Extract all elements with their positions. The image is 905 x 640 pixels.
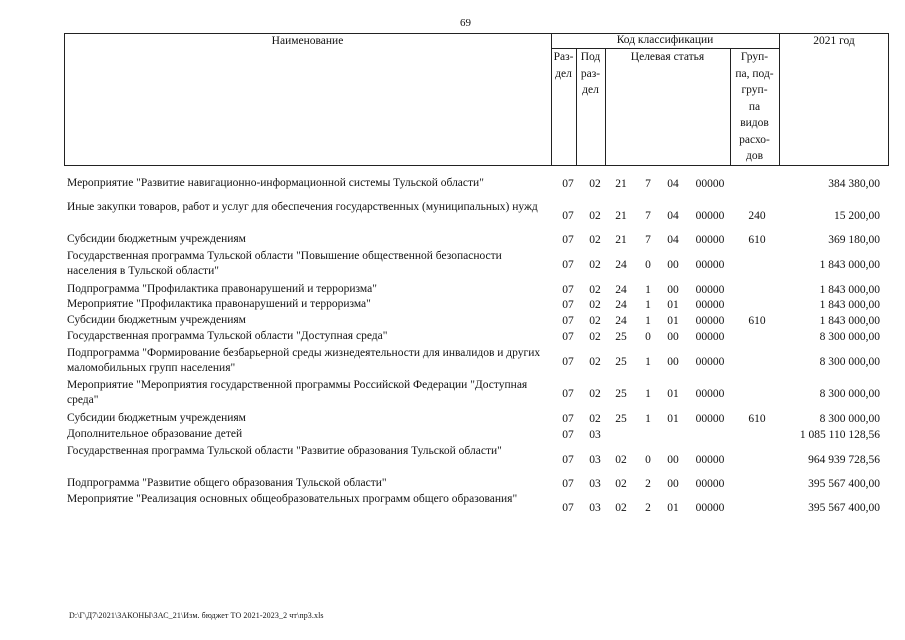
razdel-cell: 07 (562, 330, 574, 343)
expense-header-line: расхо- (739, 133, 770, 146)
table-row (0, 444, 905, 476)
razdel-cell: 07 (562, 233, 574, 246)
event-code-cell: 00 (667, 330, 679, 343)
amount-cell: 1 843 000,00 (819, 298, 880, 311)
amount-cell: 15 200,00 (834, 209, 880, 222)
razdel-cell: 07 (562, 283, 574, 296)
expense-header-line: Груп- (740, 51, 769, 63)
podrazdel-header (576, 49, 605, 99)
subprogram-code-cell: 1 (645, 283, 651, 296)
razdel-header-line: дел (555, 67, 572, 80)
program-code-cell: 24 (615, 258, 627, 271)
direction-code-cell: 00000 (695, 355, 725, 368)
razdel-cell: 07 (562, 428, 574, 441)
table-row (0, 297, 905, 313)
amount-cell: 1 843 000,00 (819, 314, 880, 327)
direction-code-cell: 00000 (695, 412, 725, 425)
podrazdel-header-line: Под (580, 51, 601, 63)
table-row (0, 476, 905, 492)
podrazdel-cell: 03 (589, 501, 601, 514)
row-name: Дополнительное образование детей (67, 428, 243, 440)
razdel-cell: 07 (562, 258, 574, 271)
year-column-header: 2021 год (813, 35, 855, 47)
row-name: Мероприятие "Реализация основных общеобразовательных программ общего образования" (67, 493, 518, 505)
event-code-cell: 00 (667, 453, 679, 466)
table-row (0, 346, 905, 378)
table-row (0, 200, 905, 232)
subprogram-code-cell: 1 (645, 387, 651, 400)
row-name: Подпрограмма "Развитие общего образования Тульской области" (67, 477, 387, 489)
program-code-cell: 24 (615, 314, 627, 327)
event-code-cell: 01 (667, 501, 679, 514)
event-code-cell: 04 (667, 233, 679, 246)
event-code-cell: 01 (667, 314, 679, 327)
podrazdel-cell: 03 (589, 453, 601, 466)
razdel-cell: 07 (562, 314, 574, 327)
amount-cell: 8 300 000,00 (819, 412, 880, 425)
program-code-cell: 24 (615, 298, 627, 311)
razdel-cell: 07 (562, 453, 574, 466)
event-code-cell: 01 (667, 387, 679, 400)
podrazdel-header-line: дел (582, 84, 599, 96)
amount-cell: 1 843 000,00 (819, 258, 880, 271)
row-name: Субсидии бюджетным учреждениям (67, 314, 246, 326)
amount-cell: 395 567 400,00 (808, 477, 880, 490)
program-code-cell: 25 (615, 387, 627, 400)
page-number: 69 (460, 17, 471, 29)
row-name: Мероприятие "Мероприятия государственной программы Российской Федерации "Доступная среда" (67, 379, 528, 406)
table-row (0, 329, 905, 345)
table-header (64, 33, 889, 166)
program-code-cell: 25 (615, 355, 627, 368)
razdel-header-line: Раз- (553, 51, 574, 63)
event-code-cell: 01 (667, 298, 679, 311)
event-code-cell: 04 (667, 177, 679, 190)
razdel-cell: 07 (562, 387, 574, 400)
program-code-cell: 02 (615, 501, 627, 514)
program-code-cell: 25 (615, 330, 627, 343)
subprogram-code-cell: 7 (645, 209, 651, 222)
table-row (0, 176, 905, 192)
row-name: Государственная программа Тульской области "Доступная среда" (67, 330, 388, 342)
podrazdel-cell: 02 (589, 314, 601, 327)
razdel-cell: 07 (562, 412, 574, 425)
direction-code-cell: 00000 (695, 298, 725, 311)
row-name: Мероприятие "Профилактика правонарушений и терроризма" (67, 298, 371, 310)
expense-type-cell: 610 (748, 233, 766, 246)
amount-cell: 1 843 000,00 (819, 283, 880, 296)
table-row (0, 282, 905, 298)
table-row (0, 492, 905, 524)
expense-type-cell: 240 (748, 209, 766, 222)
event-code-cell: 00 (667, 283, 679, 296)
row-name: Подпрограмма "Профилактика правонарушений и терроризма" (67, 283, 377, 295)
amount-cell: 369 180,00 (828, 233, 880, 246)
direction-code-cell: 00000 (695, 314, 725, 327)
direction-code-cell: 00000 (695, 501, 725, 514)
event-code-cell: 00 (667, 477, 679, 490)
razdel-cell: 07 (562, 209, 574, 222)
amount-cell: 395 567 400,00 (808, 501, 880, 514)
subprogram-code-cell: 0 (645, 330, 651, 343)
razdel-cell: 07 (562, 298, 574, 311)
expense-type-cell: 610 (748, 412, 766, 425)
table-row (0, 249, 905, 281)
event-code-cell: 01 (667, 412, 679, 425)
direction-code-cell: 00000 (695, 477, 725, 490)
podrazdel-cell: 02 (589, 209, 601, 222)
subprogram-code-cell: 0 (645, 453, 651, 466)
row-name: Мероприятие "Развитие навигационно-информационной системы Тульской области" (67, 177, 484, 189)
row-name: Субсидии бюджетным учреждениям (67, 233, 246, 245)
program-code-cell: 21 (615, 177, 627, 190)
amount-cell: 384 380,00 (828, 177, 880, 190)
podrazdel-cell: 02 (589, 330, 601, 343)
expense-header-line: дов (745, 150, 764, 162)
table-row (0, 313, 905, 329)
subprogram-code-cell: 1 (645, 355, 651, 368)
row-name: Иные закупки товаров, работ и услуг для обеспечения государственных (муниципальных) нужд (67, 201, 538, 213)
table-row (0, 378, 905, 410)
direction-code-cell: 00000 (695, 233, 725, 246)
podrazdel-cell: 03 (589, 428, 601, 441)
direction-code-cell: 00000 (695, 177, 725, 190)
table-row (0, 411, 905, 427)
program-code-cell: 25 (615, 412, 627, 425)
subprogram-code-cell: 1 (645, 314, 651, 327)
event-code-cell: 00 (667, 258, 679, 271)
subprogram-code-cell: 1 (645, 298, 651, 311)
podrazdel-cell: 02 (589, 412, 601, 425)
direction-code-cell: 00000 (695, 453, 725, 466)
file-path-footer: D:\Г\Д7\2021\ЗАКОНЫ\ЗАС_21\Изм. бюджет ТО 2021-2023_2 чт\пр3.xls (69, 611, 324, 620)
podrazdel-cell: 02 (589, 298, 601, 311)
program-code-cell: 24 (615, 283, 627, 296)
subprogram-code-cell: 2 (645, 477, 651, 490)
expense-header-line: па, под- (735, 67, 774, 80)
subprogram-code-cell: 2 (645, 501, 651, 514)
razdel-cell: 07 (562, 177, 574, 190)
amount-cell: 8 300 000,00 (819, 330, 880, 343)
program-code-cell: 21 (615, 209, 627, 222)
row-name: Государственная программа Тульской области "Развитие образования Тульской области" (67, 445, 502, 457)
expense-header-line: видов (740, 117, 769, 129)
direction-code-cell: 00000 (695, 387, 725, 400)
amount-cell: 964 939 728,56 (808, 453, 880, 466)
direction-code-cell: 00000 (695, 209, 725, 222)
direction-code-cell: 00000 (695, 330, 725, 343)
program-code-cell: 02 (615, 453, 627, 466)
amount-cell: 1 085 110 128,56 (799, 428, 880, 441)
name-column-header: Наименование (271, 35, 344, 47)
row-name: Подпрограмма "Формирование безбарьерной среды жизнедеятельности для инвалидов и других маломобильных групп населения" (67, 347, 541, 374)
podrazdel-cell: 02 (589, 283, 601, 296)
expense-type-header (730, 49, 779, 165)
code-group-header: Код классификации (616, 34, 714, 46)
target-article-header: Целевая статья (630, 51, 705, 63)
direction-code-cell: 00000 (695, 258, 725, 271)
podrazdel-cell: 02 (589, 177, 601, 190)
razdel-cell: 07 (562, 501, 574, 514)
program-code-cell: 02 (615, 477, 627, 490)
direction-code-cell: 00000 (695, 283, 725, 296)
podrazdel-header-line: раз- (580, 67, 601, 80)
subprogram-code-cell: 7 (645, 177, 651, 190)
row-name: Субсидии бюджетным учреждениям (67, 412, 246, 424)
row-name: Государственная программа Тульской области "Повышение общественной безопасности населения в Тульской области" (67, 250, 502, 277)
razdel-cell: 07 (562, 355, 574, 368)
event-code-cell: 00 (667, 355, 679, 368)
expense-header-line: па (748, 100, 761, 113)
table-row (0, 232, 905, 248)
expense-header-line: груп- (741, 84, 768, 96)
razdel-cell: 07 (562, 477, 574, 490)
subprogram-code-cell: 1 (645, 412, 651, 425)
podrazdel-cell: 02 (589, 233, 601, 246)
amount-cell: 8 300 000,00 (819, 355, 880, 368)
table-row (0, 427, 905, 443)
program-code-cell: 21 (615, 233, 627, 246)
expense-type-cell: 610 (748, 314, 766, 327)
podrazdel-cell: 03 (589, 477, 601, 490)
subprogram-code-cell: 0 (645, 258, 651, 271)
event-code-cell: 04 (667, 209, 679, 222)
podrazdel-cell: 02 (589, 355, 601, 368)
podrazdel-cell: 02 (589, 258, 601, 271)
podrazdel-cell: 02 (589, 387, 601, 400)
razdel-header (551, 49, 576, 82)
amount-cell: 8 300 000,00 (819, 387, 880, 400)
subprogram-code-cell: 7 (645, 233, 651, 246)
